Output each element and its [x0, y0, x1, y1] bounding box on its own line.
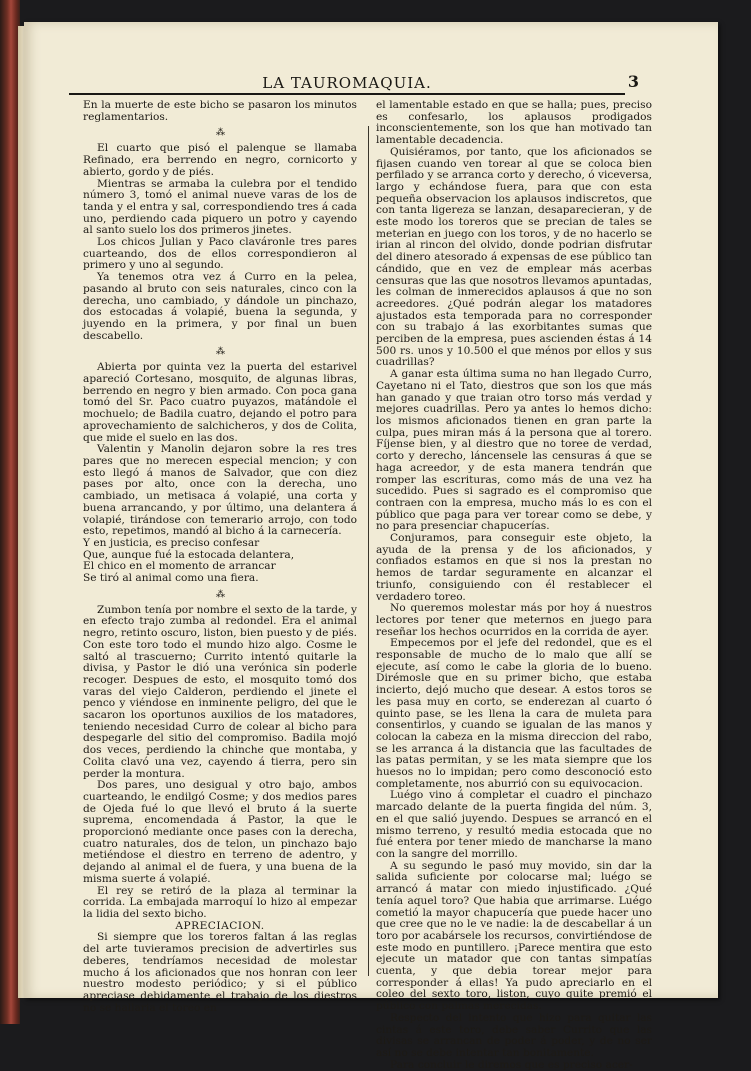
paragraph: Si siempre que los toreros faltan á las reglas del arte tuvieramos precision de advertirles sus deberes, tendríamos necesidad de molestar mucho á los aficionados que nos honran con leer nuestro modesto periódico; y si el público apreciase debidamente el trabajo de los diestros no se hallaria el toreo en — [83, 931, 357, 1014]
paragraph: A ganar esta última suma no han llegado Curro, Cayetano ni el Tato, diestros que son los que más han ganado y que traian otro torso más verdad y mejores cuadrillas. Pero ya antes lo hemos dicho: los mismos aficionados tienen en gran parte la culpa, pues miran más á la persona que al torero. Fíjense bien, y al diestro que no toree de verdad, corto y derecho, láncensele las censuras á que se haga acreedor, y de esta manera tendrán que romper las escrituras, como más de una vez ha sucedido. Pues si sagrado es el compromiso que contraen con la empresa, mucho más lo es con el público que paga para ver torear como se debe, y no para presenciar chapucerías. — [376, 368, 652, 533]
page-title: LA TAUROMAQUIA. — [262, 74, 432, 92]
paragraph: Quisiéramos, por tanto, que los aficionados se fijasen cuando ven torear al que se coloca bien perfilado y se arranca corto y derecho, ó viceversa, largo y echándose fuera, para que con esta pequeña observacion los aplausos indiscretos, que con tanta ligereza se lanzan, desaparecieran, y de este modo los toreros que se precian de tales se meterian en juego con los toros, y de no hacerlo se irian al rincon del olvido, donde podrian disfrutar del dinero atesorado á expensas de ese público tan cándido, que en vez de emplear más acerbas censuras que las que nosotros llevamos apuntadas, les colman de inmerecidos aplausos á que no son acreedores. ¿Qué podrán alegar los matadores ajustados esta temporada para no corresponder con su trabajo á las exorbitantes sumas que perciben de la empresa, pues ascienden éstas á 14 500 rs. unos y 10.500 el que ménos por ellos y sus cuadrillas? — [376, 145, 652, 369]
paragraph: En la muerte de este bicho se pasaron los minutos reglamentarios. — [83, 99, 357, 123]
page-number: 3 — [627, 72, 640, 91]
paragraph: Ya tenemos otra vez á Curro en la pelea, pasando al bruto con seis naturales, cinco con la derecha, uno cambiado, y dándole un pinchazo, dos estocadas á volapié, buena la segunda, y juyendo en la primera, y por final un buen descabello. — [83, 271, 357, 342]
left-column — [83, 100, 357, 1014]
paragraph: El cuarto que pisó el palenque se llamaba Refinado, era berrendo en negro, cornicorto y abierto, gordo y de piés. — [83, 142, 357, 178]
paragraph: No queremos molestar más por hoy á nuestros lectores por tener que meternos en juego para reseñar los hechos ocurridos en la corrida de ayer. — [376, 602, 652, 638]
paragraph: Empecemos por el jefe del redondel, que es el responsable de mucho de lo malo que allí se ejecute, así como le cabe la gloria de lo bueno. Dirémosle que en su primer bicho, que estaba incierto, dejó mucho que desear. A estos toros se les pasa muy en corto, se enderezan al cuarto ó quinto pase, se les llena la cara de muleta para consentirlos, y cuando se igualan de las manos y colocan la cabeza en la misma direccion del rabo, se les arranca á la distancia que las facultades de las patas permitan, y se les mata siempre que los huesos no lo impidan; pero como desconoció esto completamente, nos aburrió con su equivocacion. — [376, 637, 652, 790]
verse-line: El chico en el momento de arrancar — [83, 560, 276, 573]
asterism-separator: ⁂ — [216, 128, 224, 139]
paragraph: Respecto del intento que hizo para quitar las cintas á este toro, debe saber Currito que las divisas se arrancan de poder á poder, y de no ser así no se debe intentar tan bonitamente. — [376, 1011, 652, 1059]
paragraph: Luégo vino á completar el cuadro el pinchazo marcado delante de la puerta fingida del núm. 3, en el que salió juyendo. Despues se arrancó en el mismo terreno, y resultó media estocada que no fué entera por tener miedo de mancharse la mano con la sangre del morrillo. — [376, 789, 652, 860]
header-rule — [69, 93, 625, 95]
asterism-separator: ⁂ — [216, 347, 224, 358]
verse-line: Se tiró al animal como una fiera. — [83, 572, 259, 585]
paragraph: A su segundo le pasó muy movido, sin dar la salida suficiente por colocarse mal; luégo se arrancó á matar con miedo injustificado. ¿Qué tenía aquel toro? Que habia que arrimarse. Luégo cometió la mayor chapucería que puede hacer uno que cree que no le ve nadie: la de descabellar á un toro por acabársele los recursos, convirtiéndose de este modo en puntillero. ¡Parece mentira que esto ejecute un matador que con tantas simpatías cuenta, y que debia torear mejor para corresponder á ellas! Ya pudo apreciarlo en el coleo del sexto toro, liston, cuyo quite premió el público con palmas merecidas. — [376, 859, 652, 1013]
paragraph: Los chicos Julian y Paco claváronle tres pares cuarteando, dos de ellos correspondieron al primero y uno al segundo. — [83, 236, 357, 272]
paragraph: El rey se retiró de la plaza al terminar la corrida. La embajada marroquí lo hizo al empezar la lidia del sexto bicho. — [83, 884, 357, 920]
right-column — [376, 100, 652, 1071]
paragraph: Conjuramos, para conseguir este objeto, la ayuda de la prensa y de los aficionados, y confiados estamos en que si nos la prestan no hemos de tardar seguramente en alcanzar el triunfo, consiguiendo con él restablecer el verdadero toreo. — [376, 532, 652, 603]
section-title: APRECIACION. — [175, 919, 265, 932]
paragraph: el lamentable estado en que se halla; pues, preciso es confesarlo, los aplausos prodigados inconscientemente, son los que han motivado tan lamentable decadencia. — [376, 99, 652, 147]
paragraph: Abierta por quinta vez la puerta del estarivel apareció Cortesano, mosquito, de algunas libras, berrendo en negro y bien armado. Con poca gana tomó del Sr. Paco cuatro puyazos, matándole el mochuelo; de Badila cuatro, dejando el potro para aprovechamiento de salchicheros, y dos de Colita, que mide el suelo en las dos. — [83, 361, 357, 444]
book-binding — [0, 0, 20, 1024]
paragraph: Valentin y Manolin dejaron sobre la res tres pares que no merecen especial mencion; y con esto llegó á manos de Salvador, que con diez pases por alto, once con la derecha, uno cambiado, un metisaca á volapié, una corta y buena arrancando, y por último, una delantera á volapié, tirándose con temerario arrojo, con todo esto, repetimos, mandó al bicho á la carnecería. — [83, 443, 357, 538]
column-rule — [368, 126, 369, 976]
paragraph: Dos pares, uno desigual y otro bajo, ambos cuarteando, le endilgó Cosme; y dos medios pares de Ojeda fué lo que llevó el bruto á la suerte suprema, encomendada á Pastor, la que le proporcionó mediante once pases con la derecha, cuatro naturales, dos de telon, un pinchazo bajo metiéndose el diestro en terreno de adentro, y dejando al animal el de fuera, y una buena de la misma suerte á volapié. — [83, 779, 357, 885]
verse-line: Y en justicia, es preciso confesar — [83, 536, 260, 549]
paragraph: Para concluir le diremos que es preciso acer- — [390, 1058, 633, 1071]
paragraph: Mientras se armaba la culebra por el tendido número 3, tomó el animal nueve varas de los de tanda y el entra y sal, correspondiendo tres á cada uno, perdiendo cada piquero un potro y cayendo al santo suelo los dos primeros jinetes. — [83, 177, 357, 237]
paragraph: Zumbon tenía por nombre el sexto de la tarde, y en efecto trajo zumba al redondel. Era el animal negro, retinto oscuro, liston, bien puesto y de piés. Con este toro todo el mundo hizo algo. Cosme le saltó al trascuerno; Currito intentó quitarle la divisa, y Pastor le dió una verónica sin poderle recoger. Despues de esto, el mosquito tomó dos varas del viejo Calderon, perdiendo el jinete el penco y viéndose en inminente peligro, del que le sacaron los oportunos auxilios de los matadores, teniendo necesidad Curro de colear al bicho para despegarle del sitio del compromiso. Badila mojó dos veces, perdiendo la chinche que montaba, y Colita clavó una vez, cayendo á tierra, pero sin perder la montura. — [83, 603, 357, 780]
newspaper-page — [24, 22, 718, 1071]
asterism-separator: ⁂ — [216, 589, 224, 600]
verse-line: Que, aunque fué la estocada delantera, — [83, 548, 295, 561]
